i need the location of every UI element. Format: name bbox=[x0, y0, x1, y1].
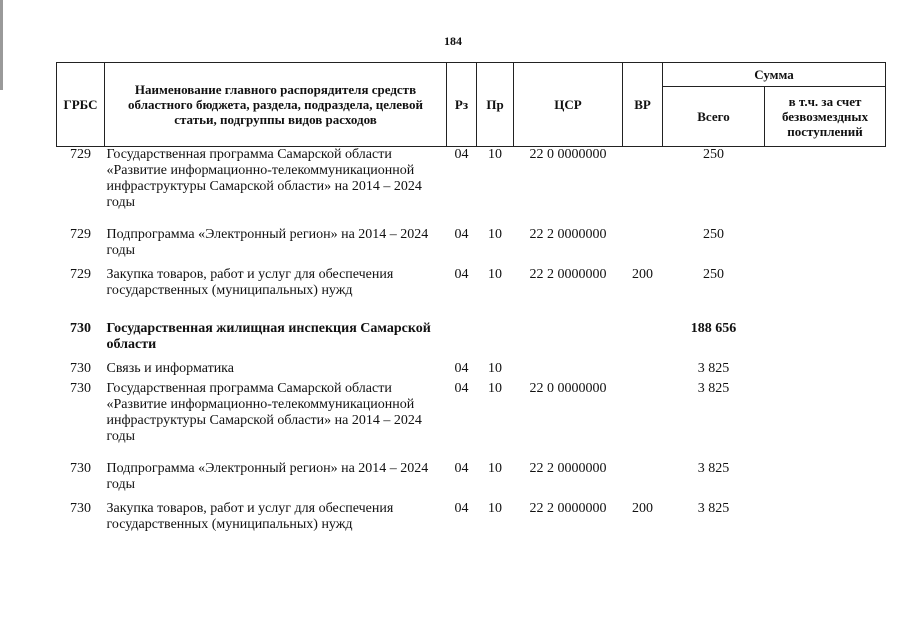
cell-vr: 200 bbox=[632, 266, 653, 282]
cell-bezvozm bbox=[765, 461, 886, 501]
header-grbs: ГРБС bbox=[57, 63, 105, 147]
cell-bezvozm bbox=[765, 361, 886, 381]
cell-vsego: 250 bbox=[703, 266, 724, 282]
cell-csr: 22 2 0000000 bbox=[529, 500, 607, 516]
cell-bezvozm bbox=[765, 501, 886, 541]
cell-grbs: 730 bbox=[70, 380, 91, 396]
table-row bbox=[57, 321, 886, 361]
cell-grbs: 730 bbox=[70, 320, 91, 336]
table-row bbox=[57, 267, 886, 321]
cell-grbs: 730 bbox=[70, 500, 91, 516]
cell-csr: 22 2 0000000 bbox=[529, 226, 607, 242]
cell-pr: 10 bbox=[488, 460, 502, 476]
cell-rz: 04 bbox=[454, 147, 469, 162]
cell-rz bbox=[447, 321, 477, 361]
header-rz: Рз bbox=[447, 63, 477, 147]
cell-name: Государственная жилищная инспекция Самарской области bbox=[106, 320, 431, 352]
cell-vr bbox=[623, 381, 663, 461]
table-row bbox=[57, 501, 886, 541]
cell-bezvozm bbox=[765, 267, 886, 321]
cell-pr bbox=[477, 321, 514, 361]
cell-name: Подпрограмма «Электронный регион» на 2014 – 2024 годы bbox=[106, 226, 429, 258]
table-row bbox=[57, 361, 886, 381]
cell-csr: 22 2 0000000 bbox=[529, 460, 607, 476]
table-row bbox=[57, 461, 886, 501]
cell-name: Подпрограмма «Электронный регион» на 2014 – 2024 годы bbox=[106, 460, 429, 492]
cell-vsego: 3 825 bbox=[697, 360, 730, 376]
cell-csr: 22 0 0000000 bbox=[529, 147, 607, 162]
cell-vsego: 250 bbox=[703, 226, 724, 242]
cell-pr: 10 bbox=[488, 226, 502, 242]
header-bezvozm: в т.ч. за счет безвозмездных поступлений bbox=[765, 87, 886, 147]
page-number: 184 bbox=[444, 34, 462, 48]
cell-vr bbox=[623, 147, 663, 227]
cell-vr bbox=[623, 227, 663, 267]
header-pr: Пр bbox=[477, 63, 514, 147]
cell-rz: 04 bbox=[454, 226, 469, 242]
header-csr: ЦСР bbox=[514, 63, 623, 147]
cell-vsego: 3 825 bbox=[697, 460, 730, 476]
header-name: Наименование главного распорядителя средств областного бюджета, раздела, подраздела, целевой статьи, подгруппы видов расходов bbox=[105, 63, 447, 147]
cell-grbs: 729 bbox=[70, 147, 91, 162]
table-row bbox=[57, 381, 886, 461]
cell-name: Закупка товаров, работ и услуг для обеспечения государственных (муниципальных) нужд bbox=[106, 266, 394, 298]
cell-csr bbox=[514, 361, 623, 381]
cell-vr: 200 bbox=[632, 500, 653, 516]
cell-vr bbox=[623, 461, 663, 501]
cell-name: Закупка товаров, работ и услуг для обеспечения государственных (муниципальных) нужд bbox=[106, 500, 394, 532]
cell-grbs: 730 bbox=[70, 360, 91, 376]
cell-pr: 10 bbox=[488, 380, 502, 396]
cell-rz: 04 bbox=[454, 360, 469, 376]
cell-rz: 04 bbox=[454, 460, 469, 476]
cell-bezvozm bbox=[765, 381, 886, 461]
cell-vsego: 3 825 bbox=[697, 380, 730, 396]
cell-csr bbox=[514, 321, 623, 361]
cell-rz: 04 bbox=[454, 266, 469, 282]
cell-vsego: 188 656 bbox=[690, 320, 737, 336]
cell-vsego: 3 825 bbox=[697, 500, 730, 516]
cell-name: Государственная программа Самарской области «Развитие информационно-телекоммуникационной инфраструктуры Самарской области» на 2014 – 2024 годы bbox=[106, 380, 422, 444]
cell-pr: 10 bbox=[488, 147, 502, 162]
cell-bezvozm bbox=[765, 227, 886, 267]
cell-grbs: 729 bbox=[70, 226, 91, 242]
header-summa: Сумма bbox=[663, 63, 886, 87]
cell-grbs: 730 bbox=[70, 460, 91, 476]
cell-vsego: 250 bbox=[703, 147, 724, 162]
cell-pr: 10 bbox=[488, 360, 502, 376]
cell-grbs: 729 bbox=[70, 266, 91, 282]
cell-csr: 22 0 0000000 bbox=[529, 380, 607, 396]
table-row bbox=[57, 147, 886, 227]
cell-pr: 10 bbox=[488, 500, 502, 516]
scan-edge bbox=[0, 0, 3, 90]
cell-bezvozm bbox=[765, 147, 886, 227]
cell-name: Связь и информатика bbox=[106, 360, 234, 376]
cell-vr bbox=[623, 361, 663, 381]
header-vr: ВР bbox=[623, 63, 663, 147]
cell-rz: 04 bbox=[454, 500, 469, 516]
table-row bbox=[57, 227, 886, 267]
cell-csr: 22 2 0000000 bbox=[529, 266, 607, 282]
cell-vr bbox=[623, 321, 663, 361]
cell-pr: 10 bbox=[488, 266, 502, 282]
cell-rz: 04 bbox=[454, 380, 469, 396]
cell-name: Государственная программа Самарской области «Развитие информационно-телекоммуникационной инфраструктуры Самарской области» на 2014 – 2024 годы bbox=[106, 147, 422, 210]
budget-table bbox=[56, 62, 886, 541]
header-vsego: Всего bbox=[663, 87, 765, 147]
cell-bezvozm bbox=[765, 321, 886, 361]
table-body bbox=[57, 147, 886, 541]
